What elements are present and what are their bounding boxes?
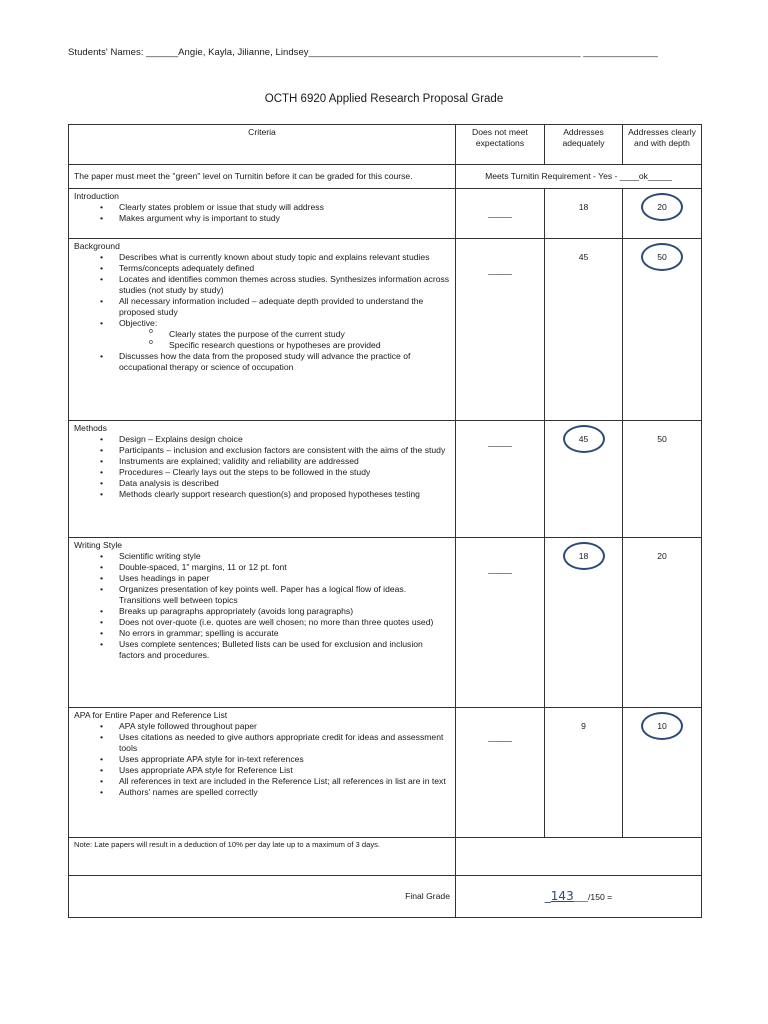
adequate-score: 9 (581, 721, 586, 731)
section-title: Methods (74, 423, 107, 433)
section-row-writing-style (69, 538, 702, 708)
criterion-item: • Terms/concepts adequately defined (74, 263, 450, 274)
section-title: Writing Style (74, 540, 123, 550)
final-prefix: _ (544, 888, 551, 903)
late-penalty-note: Note: Late papers will result in a deduction of 10% per day late up to a maximum of 3 days. (69, 838, 456, 876)
adequate-score: 45 (578, 252, 589, 262)
grading-rubric-table (68, 124, 702, 918)
not-meet-blank: _____ (456, 421, 545, 538)
final-out-of: ___/150 = (573, 891, 613, 902)
criterion-item: • Design – Explains design choice (74, 434, 450, 445)
objective-label: Objective: (119, 318, 158, 328)
clear-score-circled: 50 (641, 243, 683, 271)
criterion-item: • Does not over-quote (i.e. quotes are well chosen; no more than three quotes used) (74, 617, 450, 628)
criterion-item: • APA style followed throughout paper (74, 721, 450, 732)
not-meet-header: Does not meet expectations (456, 125, 545, 165)
section-row-introduction (69, 189, 702, 239)
criterion-item: • Uses complete sentences; Bulleted lists can be used for exclusion and inclusion factors and procedures. (74, 639, 450, 661)
criterion-item: • Locates and identifies common themes across studies. Synthesizes information across studies (not study by study) (74, 274, 450, 296)
criterion-item: • Scientific writing style (74, 551, 450, 562)
criterion-item: • Procedures – Clearly lays out the steps to be followed in the study (74, 467, 450, 478)
turnitin-requirement: Meets Turnitin Requirement - Yes - ____ok_____ (456, 165, 702, 189)
criterion-item: • Double-spaced, 1" margins, 11 or 12 pt. font (74, 562, 450, 573)
criterion-item: • Uses headings in paper (74, 573, 450, 584)
document-title: OCTH 6920 Applied Research Proposal Grade (264, 93, 504, 105)
criterion-item: • Uses citations as needed to give authors appropriate credit for ideas and assessment tools (74, 732, 450, 754)
criteria-header: Criteria (69, 125, 456, 165)
not-meet-blank: _____ (456, 538, 545, 708)
turnitin-statement: The paper must meet the "green" level on Turnitin before it can be graded for this course. (69, 165, 456, 189)
criteria-cell (69, 708, 456, 838)
not-meet-blank: _____ (456, 239, 545, 421)
criterion-item: • Breaks up paragraphs appropriately (avoids long paragraphs) (74, 606, 450, 617)
clear-score: 20 (657, 551, 667, 561)
clear-score-circled: 20 (641, 193, 683, 221)
final-grade-label: Final Grade (69, 876, 456, 918)
criterion-item: • Data analysis is described (74, 478, 450, 489)
section-row-methods (69, 421, 702, 538)
students-names-line: Students' Names: ______Angie, Kayla, Jilianne, Lindsey___________________________________________________ ______________ (68, 47, 658, 58)
criterion-item-objective (74, 318, 450, 351)
criterion-item: • Instruments are explained; validity and reliability are addressed (74, 456, 450, 467)
adequate-score: 18 (578, 202, 589, 212)
adequate-header: Addresses adequately (545, 125, 623, 165)
clear-depth-header: Addresses clearly and with depth (623, 125, 702, 165)
criterion-item: • All necessary information included – adequate depth provided to understand the proposed study (74, 296, 450, 318)
criterion-item: • Clearly states problem or issue that study will address (74, 202, 450, 213)
final-grade-cell (456, 876, 702, 918)
section-title: Background (74, 241, 120, 251)
criterion-item: • Participants – inclusion and exclusion factors are consistent with the aims of the study (74, 445, 450, 456)
section-title: Introduction (74, 191, 119, 201)
adequate-score-circled: 45 (563, 425, 605, 453)
not-meet-blank: _____ (456, 189, 545, 239)
criterion-item: • Uses appropriate APA style for in-text references (74, 754, 450, 765)
criteria-cell (69, 189, 456, 239)
criterion-item: • Methods clearly support research question(s) and proposed hypotheses testing (74, 489, 450, 500)
section-title: APA for Entire Paper and Reference List (74, 710, 228, 720)
adequate-score-circled: 18 (563, 542, 605, 570)
sub-criterion-item: o Clearly states the purpose of the current study (119, 329, 450, 340)
criteria-cell (69, 538, 456, 708)
criteria-cell (69, 421, 456, 538)
clear-score-circled: 10 (641, 712, 683, 740)
criterion-item: • Authors' names are spelled correctly (74, 787, 450, 798)
criterion-item: • Describes what is currently known about study topic and explains relevant studies (74, 252, 450, 263)
section-row-background (69, 239, 702, 421)
section-row-apa (69, 708, 702, 838)
criterion-item: • Makes argument why is important to study (74, 213, 450, 224)
criterion-item: • All references in text are included in the Reference List; all references in list are in text (74, 776, 450, 787)
criterion-item: • Organizes presentation of key points well. Paper has a logical flow of ideas. Transitions well between topics (74, 584, 450, 606)
final-score-handwritten: 143 (550, 888, 574, 903)
note-empty-cell (456, 838, 702, 876)
criteria-cell (69, 239, 456, 421)
criterion-item: • Discusses how the data from the proposed study will advance the practice of occupational therapy or science of occupation (74, 351, 450, 373)
criterion-item: • Uses appropriate APA style for Reference List (74, 765, 450, 776)
criterion-item: • No errors in grammar; spelling is accurate (74, 628, 450, 639)
sub-criterion-item: o Specific research questions or hypotheses are provided (119, 340, 450, 351)
clear-score: 50 (657, 434, 667, 444)
not-meet-blank: _____ (456, 708, 545, 838)
